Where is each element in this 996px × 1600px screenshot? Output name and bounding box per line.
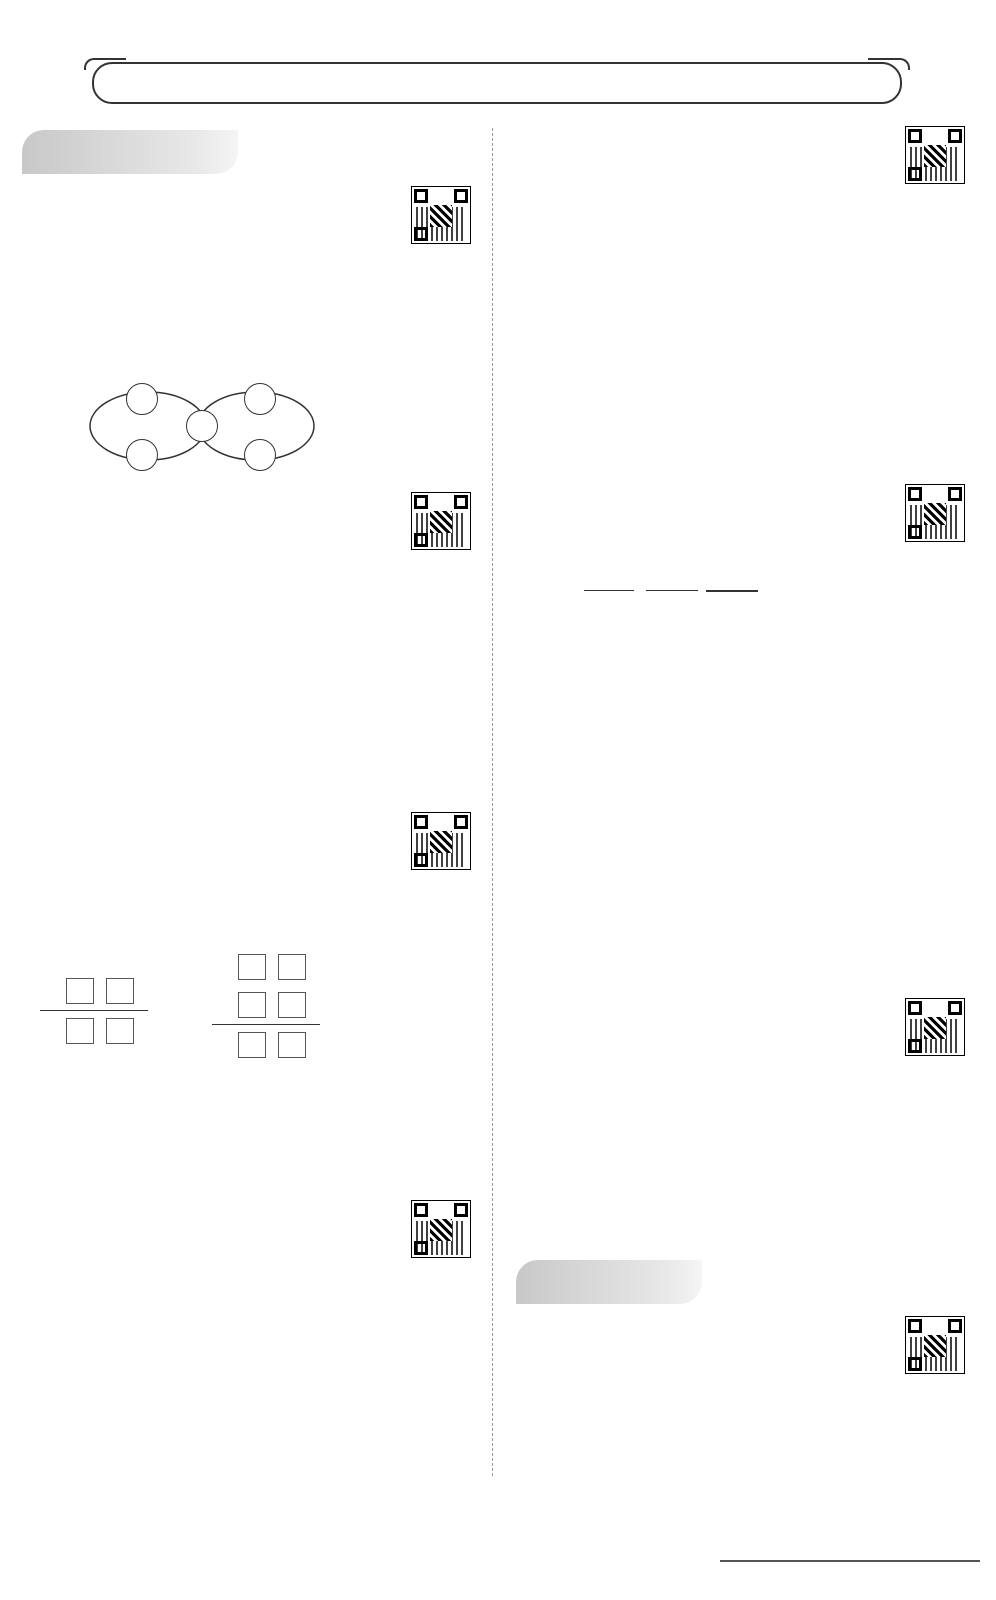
digit-box [106,978,134,1004]
banner [92,62,902,104]
digit-box [106,1018,134,1044]
divider [40,1010,148,1011]
digit-box [278,954,306,980]
digit-box [238,954,266,980]
calc-row [706,591,758,592]
vertical-addition [212,952,332,1064]
circle-number [186,410,218,442]
qr-code[interactable] [904,126,966,186]
vertical-subtraction [40,952,160,1052]
qr-code[interactable] [410,492,472,552]
column-divider [492,128,493,1476]
qr-code[interactable] [904,1316,966,1376]
qr-code[interactable] [410,186,472,246]
qr-code[interactable] [410,812,472,872]
footer-rule [720,1560,980,1562]
digit-box [238,992,266,1018]
unit-header-1 [22,130,238,174]
vertical-calc [584,590,634,591]
qr-code[interactable] [904,998,966,1058]
digit-box [238,1032,266,1058]
circle-number [244,383,276,415]
calc-row [646,590,698,591]
digit-box [66,1018,94,1044]
divider [212,1024,320,1025]
digit-box [278,1032,306,1058]
circle-number [126,439,158,471]
circle-number [244,439,276,471]
vertical-calc [706,590,758,592]
digit-box [66,978,94,1004]
qr-code[interactable] [410,1200,472,1260]
vertical-calc [646,590,698,591]
calc-row [584,590,634,591]
qr-code[interactable] [904,484,966,544]
unit-header-2 [516,1260,702,1304]
digit-box [278,992,306,1018]
circle-number [126,383,158,415]
